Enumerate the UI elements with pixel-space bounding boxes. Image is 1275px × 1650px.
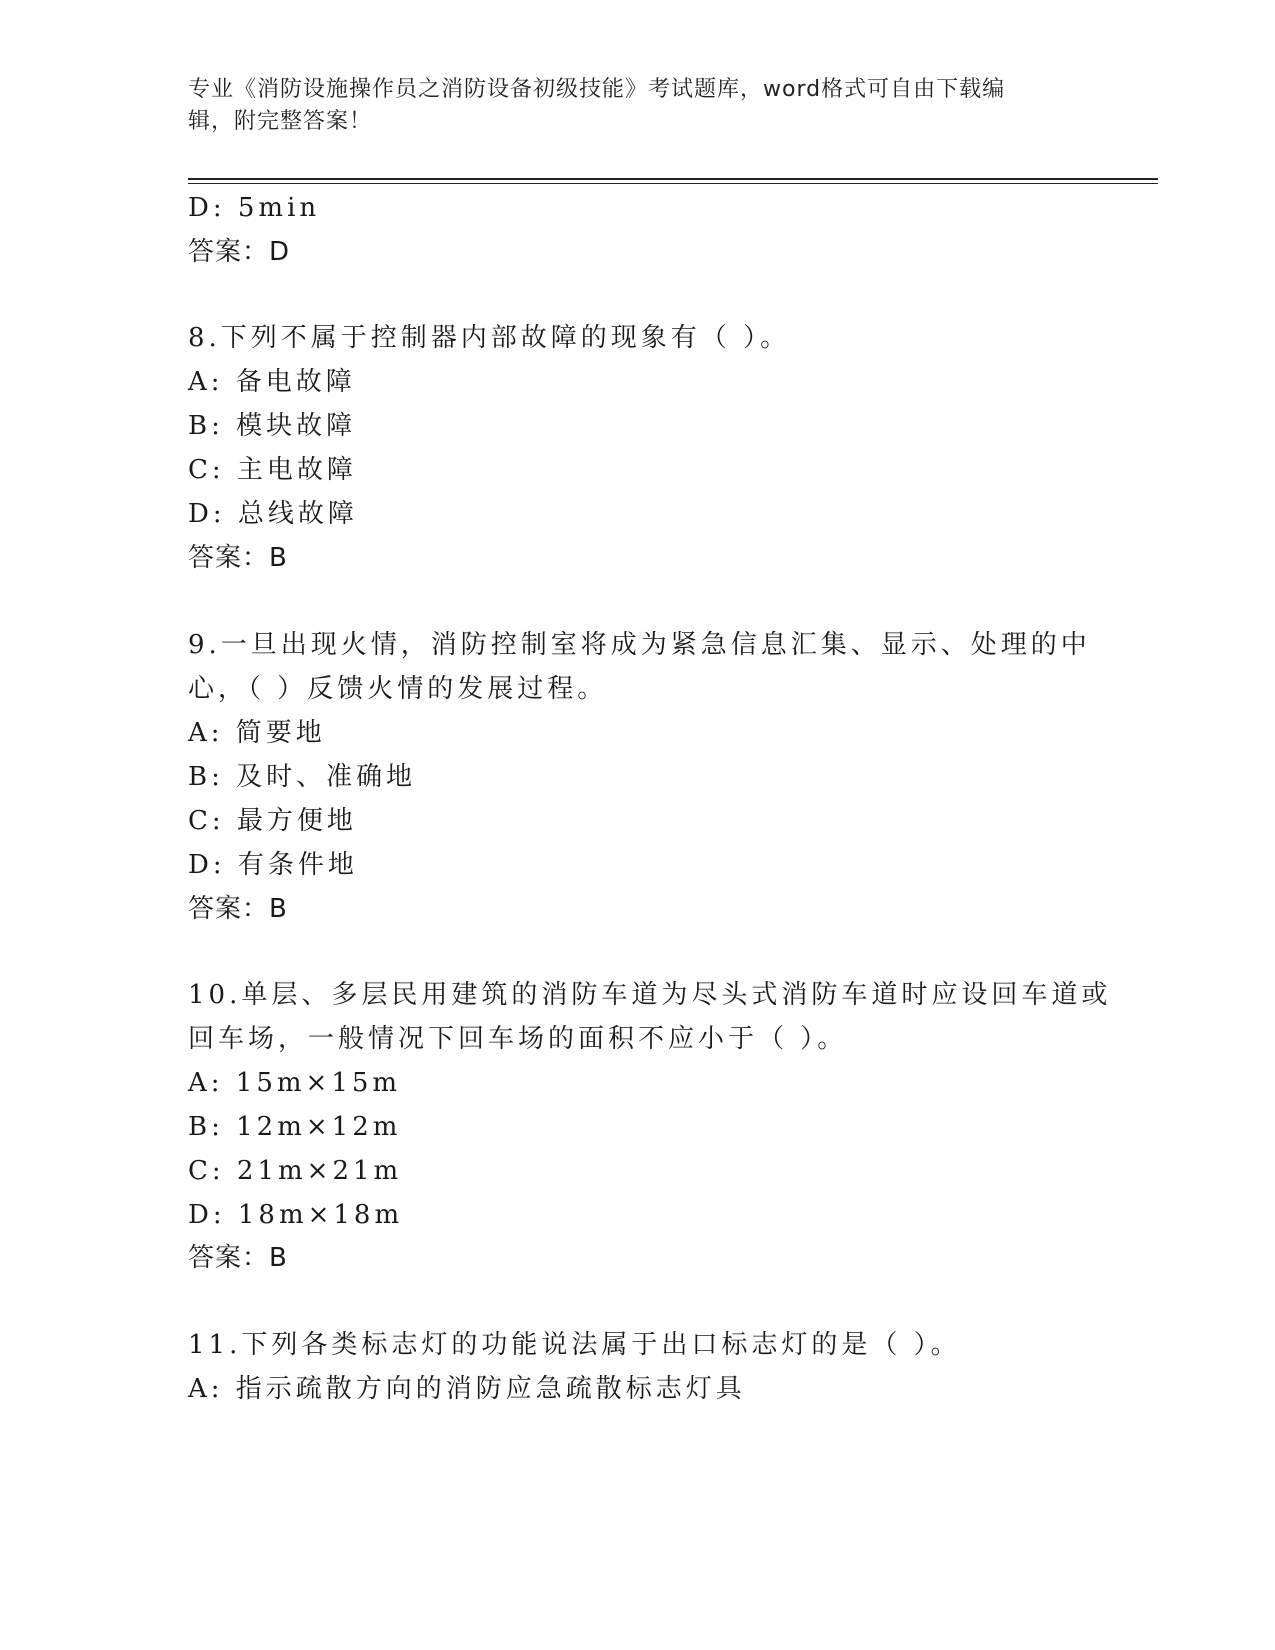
question-9-option-c: C: 最方便地 (188, 806, 357, 836)
prev-answer: 答案：D (188, 237, 291, 267)
header-divider-thin (188, 183, 1158, 184)
question-9-answer: 答案：B (188, 894, 288, 924)
question-9-option-d: D: 有条件地 (188, 850, 358, 880)
question-10-option-c: C: 21m×21m (188, 1156, 403, 1186)
question-8-option-d: D: 总线故障 (188, 499, 358, 529)
question-8-stem: 8.下列不属于控制器内部故障的现象有（ ）。 (188, 323, 791, 353)
question-10-option-a: A: 15m×15m (188, 1068, 402, 1098)
question-10-option-b: B: 12m×12m (188, 1112, 402, 1142)
question-9-option-b: B: 及时、准确地 (188, 762, 417, 792)
header-line-1: 专业《消防设施操作员之消防设备初级技能》考试题库，word格式可自由下载编 (188, 77, 1006, 102)
question-11-option-a: A: 指示疏散方向的消防应急疏散标志灯具 (188, 1374, 746, 1404)
question-10-stem-line-1: 10.单层、多层民用建筑的消防车道为尽头式消防车道时应设回车道或 (188, 980, 1112, 1010)
question-9-stem-line-2: 心，（ ）反馈火情的发展过程。 (188, 674, 608, 704)
question-10-option-d: D: 18m×18m (188, 1200, 404, 1230)
question-10-answer: 答案：B (188, 1243, 288, 1273)
question-9-stem-line-1: 9.一旦出现火情，消防控制室将成为紧急信息汇集、显示、处理的中 (188, 630, 1091, 660)
question-8-option-b: B: 模块故障 (188, 411, 357, 441)
header-divider-thick (188, 178, 1158, 180)
header-line-2: 辑，附完整答案！ (188, 109, 373, 134)
document-header (188, 74, 1068, 138)
question-8-answer: 答案：B (188, 543, 288, 573)
question-10-stem-line-2: 回车场，一般情况下回车场的面积不应小于（ ）。 (188, 1024, 848, 1054)
question-11-stem: 11.下列各类标志灯的功能说法属于出口标志灯的是（ ）。 (188, 1330, 961, 1360)
prev-option-d: D: 5min (188, 193, 321, 223)
question-8-option-a: A: 备电故障 (188, 367, 356, 397)
question-8-option-c: C: 主电故障 (188, 455, 357, 485)
question-9-option-a: A: 简要地 (188, 718, 326, 748)
